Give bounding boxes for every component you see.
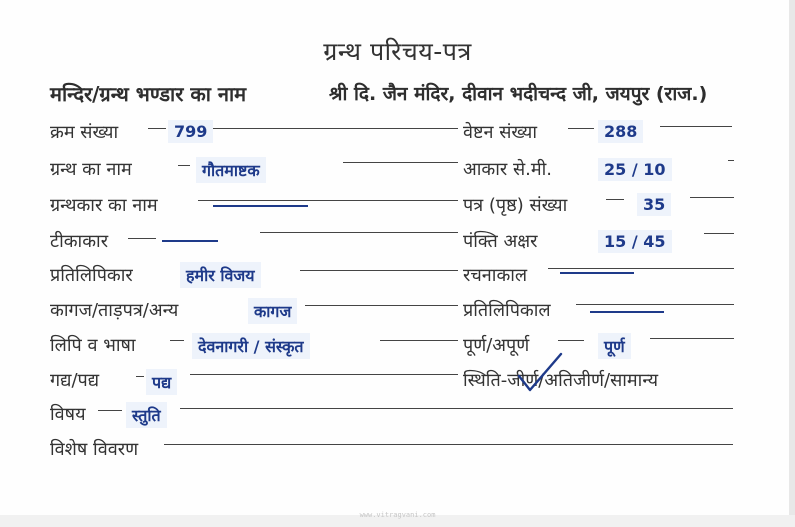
field-label-vishesh-vivaran: विशेष विवरण [50, 439, 139, 460]
blank-ink-dash [162, 240, 218, 242]
watermark: www.vitragvani.com [359, 511, 436, 519]
checkmark-icon [516, 350, 564, 396]
repository-value: श्री दि. जैन मंदिर, दीवान भदीचन्द जी, जयपुर (राज.) [329, 83, 708, 105]
field-line [568, 128, 594, 129]
field-value-aakar: 25 / 10 [598, 158, 672, 181]
field-line [164, 444, 733, 445]
field-line [548, 268, 734, 269]
field-line [148, 128, 166, 129]
field-line [136, 376, 144, 377]
field-line [690, 197, 734, 198]
field-line [180, 408, 733, 409]
field-line [704, 233, 734, 234]
field-line [558, 340, 584, 341]
field-value-lipi-bhasha: देवनागरी / संस्कृत [192, 333, 310, 359]
field-label-pratilipikar: प्रतिलिपिकार [50, 265, 133, 286]
field-line [650, 338, 734, 339]
field-value-pratilipikar: हमीर विजय [180, 262, 261, 288]
field-line [660, 126, 732, 127]
field-label-teekakar: टीकाकार [50, 231, 109, 252]
field-value-purna-apurna: पूर्ण [598, 333, 631, 359]
field-label-aakar: आकार से.मी. [463, 159, 553, 180]
field-line [343, 162, 458, 163]
field-line [305, 305, 458, 306]
field-label-lipi-bhasha: लिपि व भाषा [50, 335, 136, 356]
field-label-patra-sankhya: पत्र (पृष्ठ) संख्या [463, 195, 568, 216]
field-line [300, 270, 458, 271]
blank-ink-dash [590, 311, 664, 313]
blank-ink-dash [213, 205, 308, 207]
card-title: ग्रन्थ परिचय-पत्र [323, 37, 472, 66]
field-line [198, 200, 458, 201]
field-value-kram-sankhya: 799 [168, 120, 213, 143]
field-line [728, 160, 734, 161]
field-value-granth-naam: गौतमाष्टक [196, 157, 266, 183]
field-value-gadya-padya: पद्य [146, 369, 177, 395]
field-value-veshtan-sankhya: 288 [598, 120, 643, 143]
blank-ink-dash [560, 272, 634, 274]
field-label-sthiti: स्थिति-जीर्ण/अतिजीर्ण/सामान्य [463, 370, 659, 391]
field-label-kagaj: कागज/ताड़पत्र/अन्य [50, 300, 179, 321]
field-line [606, 199, 624, 200]
field-value-patra-sankhya: 35 [637, 193, 671, 216]
repository-label: मन्दिर/ग्रन्थ भण्डार का नाम [50, 82, 247, 106]
field-line [213, 128, 458, 129]
field-label-purna-apurna: पूर्ण/अपूर्ण [463, 335, 530, 356]
field-label-rachanakal: रचनाकाल [463, 265, 528, 286]
field-line [380, 340, 458, 341]
field-label-kram-sankhya: क्रम संख्या [50, 122, 119, 143]
field-label-vishay: विषय [50, 404, 86, 425]
field-line [170, 340, 184, 341]
field-line [576, 304, 734, 305]
field-label-pankti-akshar: पंक्ति अक्षर [463, 231, 538, 252]
field-line [260, 232, 458, 233]
field-value-kagaj: कागज [248, 298, 297, 324]
field-line [98, 410, 122, 411]
field-value-pankti-akshar: 15 / 45 [598, 230, 672, 253]
field-line [178, 165, 190, 166]
field-label-granthkar: ग्रन्थकार का नाम [50, 195, 158, 216]
field-label-veshtan-sankhya: वेष्टन संख्या [463, 122, 538, 143]
card-edge-shadow [789, 0, 795, 527]
field-line [190, 374, 458, 375]
field-label-gadya-padya: गद्य/पद्य [50, 370, 100, 391]
field-label-pratilipikal: प्रतिलिपिकाल [463, 300, 551, 321]
field-line [128, 238, 156, 239]
field-label-granth-naam: ग्रन्थ का नाम [50, 159, 132, 180]
field-value-vishay: स्तुति [126, 402, 167, 428]
